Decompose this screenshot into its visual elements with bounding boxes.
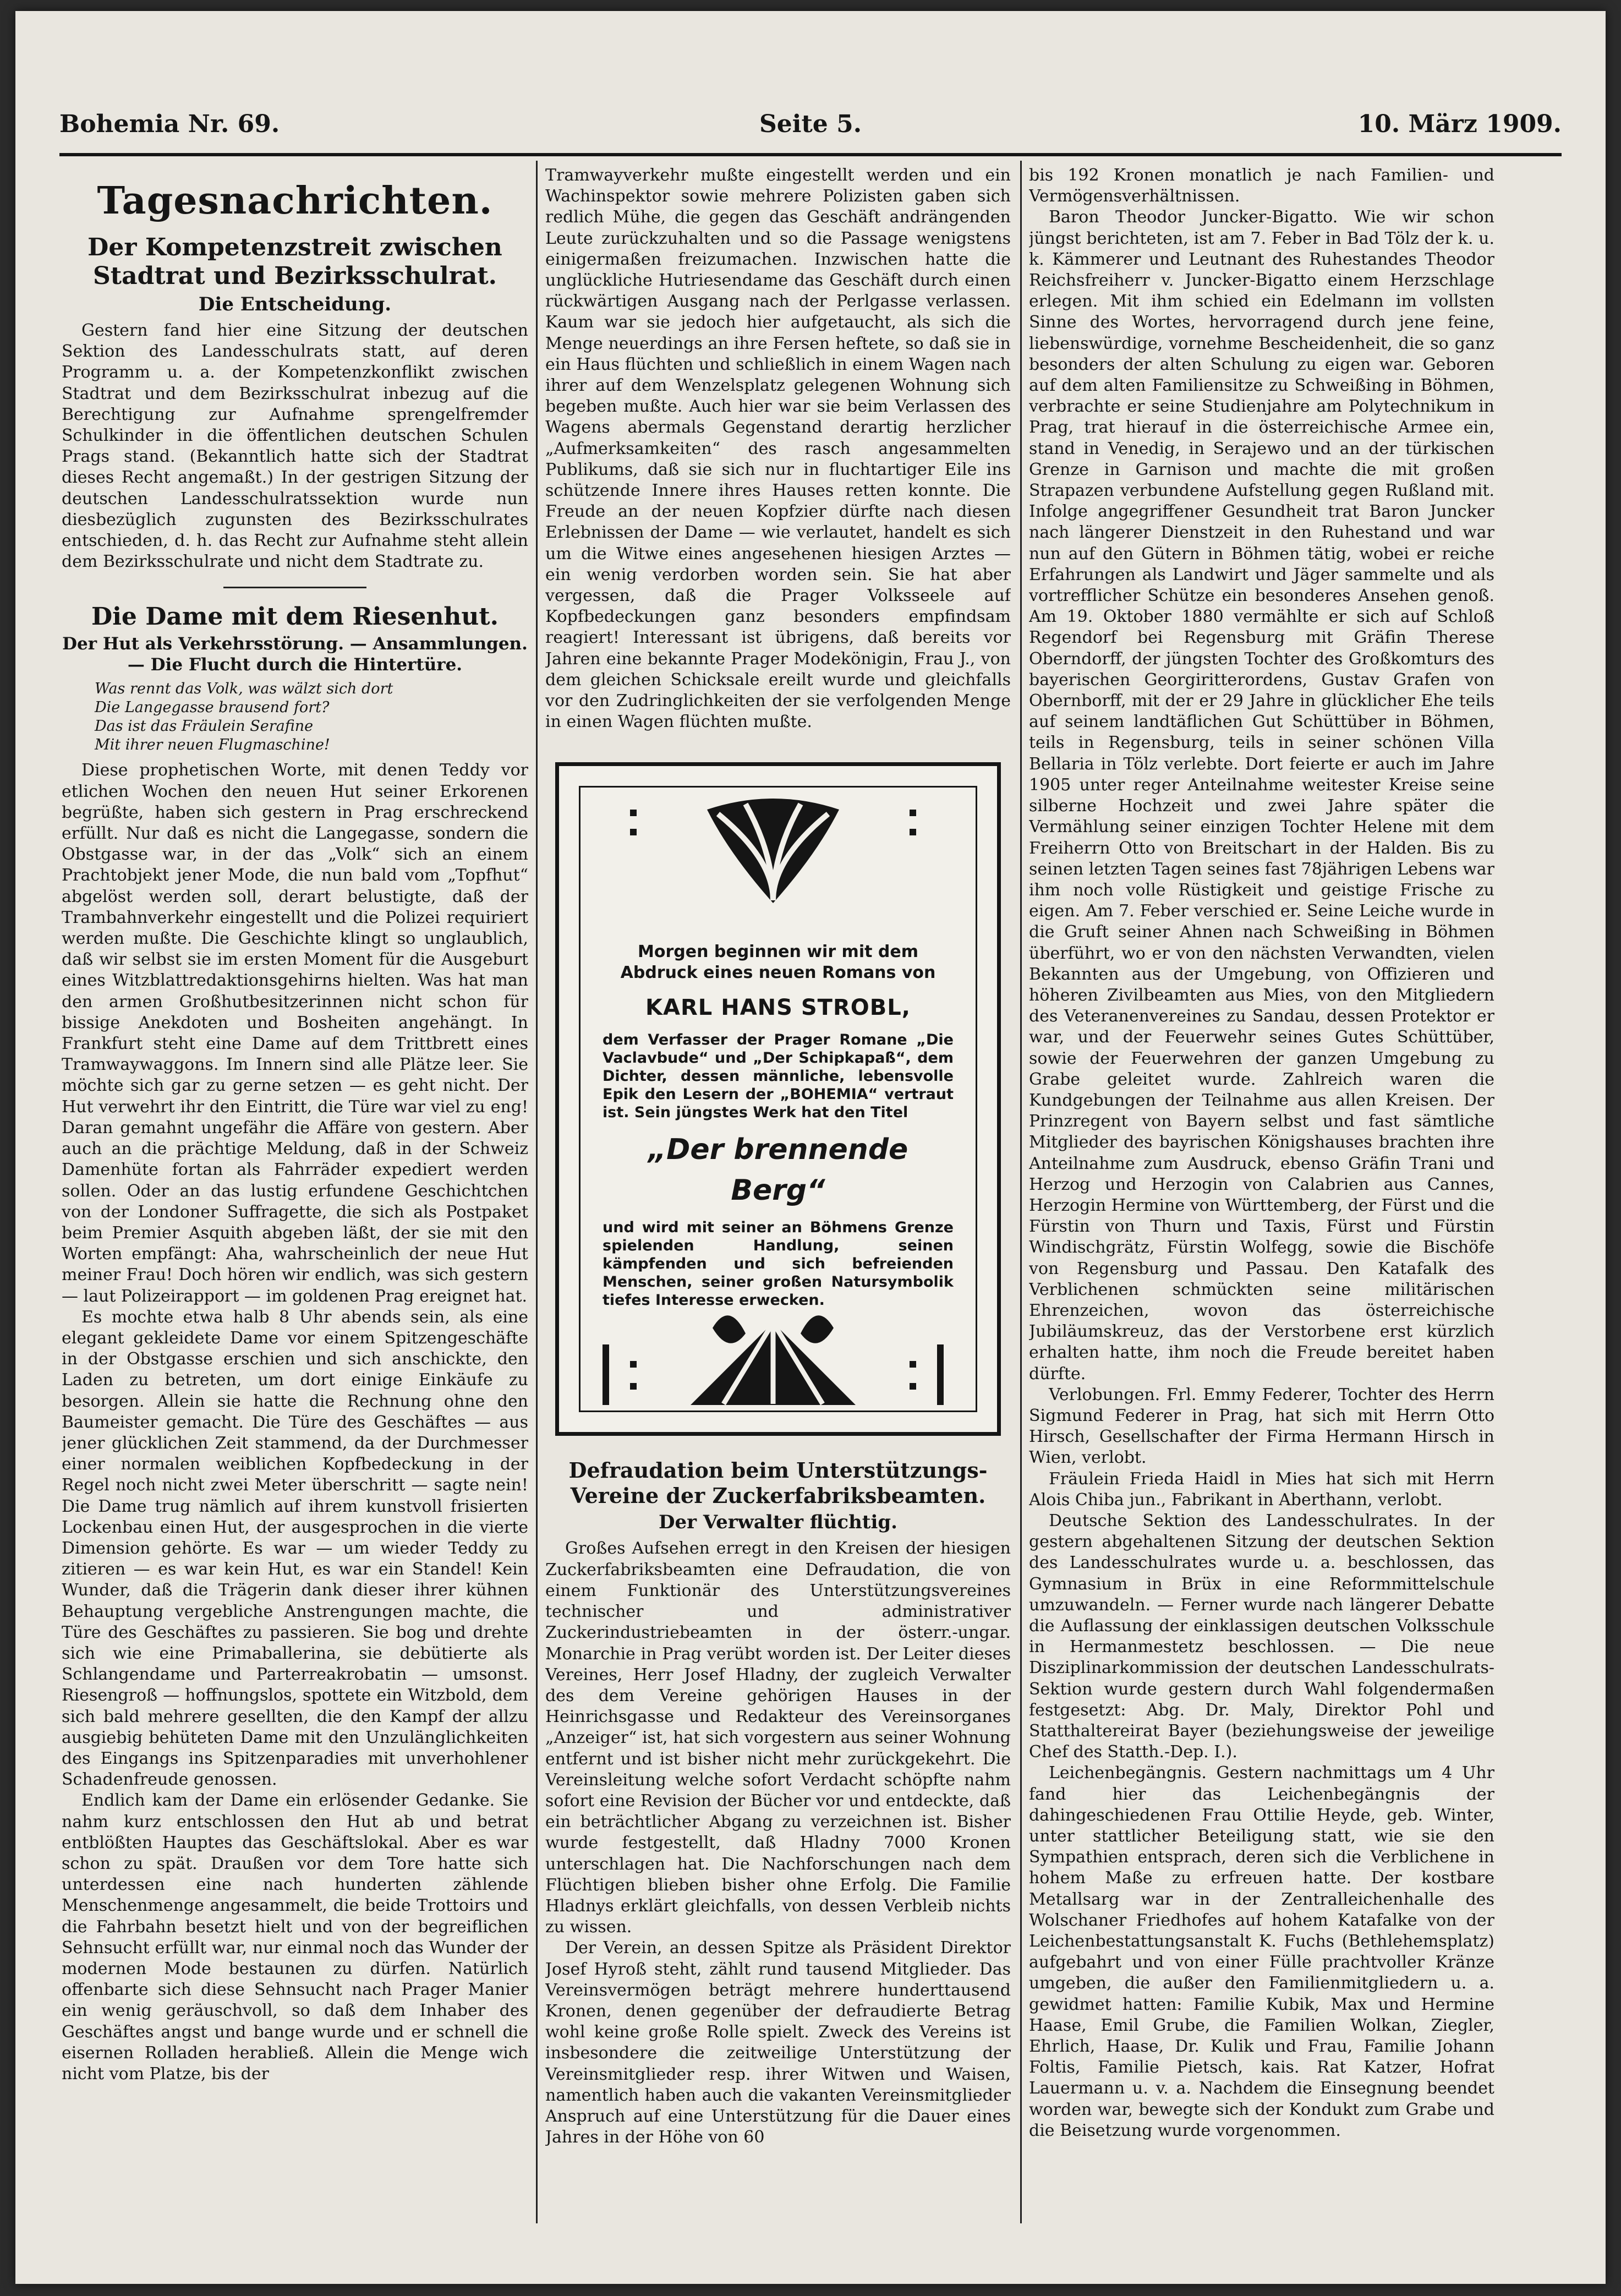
paper-issue: Bohemia Nr. 69. bbox=[59, 110, 280, 138]
poem-line: Mit ihrer neuen Flugmaschine! bbox=[95, 736, 330, 754]
header-rule bbox=[59, 153, 1562, 156]
poem-quote bbox=[95, 680, 528, 755]
article-headline: Defraudation beim Unterstützungs-Vereine der Zuckerfabriksbeamten. bbox=[568, 1458, 988, 1508]
article-paragraph: Der Verein, an dessen Spitze als Präsident Direktor Josef Hyroß steht, zählt rund tausend Mitglieder. Das Vereinsvermögen beträgt mehrere hunderttausend Kronen, denen gegenüber der defraudierte Betrag wohl keine große Rolle spielt. Zweck des Vereins ist insbesondere die zeitweilige Unterstützung der Vereinsmitglieder resp. ihrer Witwen und Waisen, namentlich haben auch die vakanten Vereinsmitglieder Anspruch auf eine Unterstützung für die Dauer eines Jahres in der Höhe von 60 bbox=[545, 1938, 1011, 2147]
article-paragraph: bis 192 Kronen monatlich je nach Familien- und Vermögensverhältnissen. bbox=[1029, 166, 1494, 206]
page-number: Seite 5. bbox=[759, 110, 862, 138]
article-subheadline: Der Verwalter flüchtig. bbox=[658, 1511, 898, 1534]
article-paragraph: Gestern fand hier eine Sitzung der deutschen Sektion des Landesschulrats statt, auf deren Programm u. a. der Kompetenzkonflikt zwischen Stadtrat und dem Bezirksschulrat inbezug auf die Berechtigung zur Aufnahme sprengelfremder Schulkinder in die öffentlichen deutschen Schulen Prags stand. (Bekanntlich hatte sich der Stadtrat dieses Recht angemaßt.) In der gestrigen Sitzung der deutschen Landesschulratssektion wurde nun diesbezüglich zugunsten des Bezirksschulrates entschieden, d. h. das Recht zur Aufnahme steht allein dem Bezirksschulrate und nicht dem Stadtrate zu. bbox=[62, 321, 528, 572]
ad-frame bbox=[579, 786, 977, 1412]
article-paragraph: Tramwayverkehr mußte eingestellt werden und ein Wachinspektor sowie mehrere Polizisten gaben sich redlich Mühe, die gegen das Geschäft andrängenden Leute zurückzuhalten und so die Passage wenigstens einigermaßen freizumachen. Inzwischen hatte die unglückliche Hutriesendame das Geschäft durch einen rückwärtigen Ausgang nach der Perlgasse verlassen. Kaum war sie jedoch hier aufgetaucht, als sich die Menge neuerdings an ihre Fersen heftete, so daß sie in ein Haus flüchten und schließlich in einem Wagen nach ihrer auf dem Wenzelsplatz gelegenen Wohnung sich begeben mußte. Auch hier war sie beim Verlassen des Wagens abermals Gegenstand derartig herzlicher „Aufmerksamkeiten“ des rasch angesammelten Publikums, daß sie sich nur in fluchtartiger Eile ins schützende Innere ihres Hauses retten konnte. Die Freude an der neuen Kopfzier dürfte nach diesen Erlebnissen der Dame — wie verlautet, handelt es sich um die Witwe eines angesehenen hiesigen Arztes — ein wenig verdorben worden sein. Sie hat aber vergessen, daß die Prager Volksseele auf Kopfbedeckungen ganz besonders empfindsam reagiert! Interessant ist übrigens, daß bereits vor Jahren eine bekannte Prager Modekönigin, Frau J., von dem gleichen Schicksale ereilt wurde und gleichfalls vor den Zudringlichkeiten der sie verfolgenden Menge in einen Wagen flüchten mußte. bbox=[545, 166, 1011, 732]
article-paragraph: Es mochte etwa halb 8 Uhr abends sein, als eine elegant gekleidete Dame vor einem Spitzengeschäfte in der Obstgasse erschien und sich anschickte, den Laden zu betreten, um dort einige Einkäufe zu besorgen. Allein sie hatte die Rechnung ohne den Baumeister gemacht. Die Türe des Geschäftes — aus jener glücklichen Zeit stammend, da der Durchmesser einer normalen weiblichen Kopfbedeckung in der Regel noch nicht zwei Meter überschritt — sagte nein! Die Dame trug nämlich auf ihrem kunstvoll frisierten Lockenbau einen Hut, der ausgesprochen in die vierte Dimension gehörte. Es war — um wieder Teddy zu zitieren — es war kein Hut, es war ein Standel! Kein Wunder, daß die Trägerin dank dieser ihrer kühnen Behauptung vergebliche Anstrengungen machte, die Türe des Geschäftes zu passieren. Sie bog und drehte sich wie eine Primaballerina, sie debütierte als Schlangendame und Parterreakrobatin — umsonst. Riesengroß — hoffnungslos, spottete ein Witzbold, dem sich bald mehrere gesellten, die den Kampf der allzu ausgiebig behüteten Dame mit den Unzulänglichkeiten des Eingangs ins Spitzenparadies mit unverhohlener Schadenfreude genossen. bbox=[62, 1307, 528, 1790]
ad-lead: Morgen beginnen wir mit dem Abdruck eines neuen Romans von bbox=[620, 942, 936, 983]
article-paragraph: Deutsche Sektion des Landesschulrates. In der gestern abgehaltenen Sitzung der deutschen Sektion des Landesschulrates wurde u. a. beschlossen, das Gymnasium in Brüx in eine Reformmittelschule umzuwandeln. — Ferner wurde nach längerer Debatte die Auflassung der einklassigen deutschen Volksschule in Hermanmestetz beschlossen. — Die neue Disziplinarkommission der deutschen Landesschulrats-Sektion wurde gestern durch Wahl folgendermaßen festgesetzt: Abg. Dr. Maly, Direktor Pohl und Statthaltereirat Bayer (beziehungsweise der jeweilige Chef des Statth.-Dep. I.). bbox=[1029, 1511, 1494, 1762]
fan-ornament-bottom-icon bbox=[581, 1278, 966, 1411]
poem-line: Das ist das Fräulein Serafine bbox=[95, 718, 314, 735]
article-paragraph: Leichenbegängnis. Gestern nachmittags um 4 Uhr fand hier das Leichenbegängnis der dahingeschiedenen Frau Ottilie Heyde, geb. Winter, unter stattlicher Beteiligung statt, wie sie den Sympathien entsprach, deren sich die Verblichene in hohem Maße zu erfreuen hatte. Der kostbare Metallsarg war in der Zentralleichenhalle des Wolschaner Friedhofes auf hohem Katafalke von der Leichenbestattungsanstalt K. Fuchs (Bethlehemsplatz) aufgebahrt und von einer Fülle prachtvoller Kränze umgeben, die außer den Familienmitgliedern u. a. gewidmet hatten: Familie Kubik, Max und Hermine Haase, Emil Grube, die Familien Wolkan, Ziegler, Ehrlich, Haase, Dr. Kulik und Frau, Familie Johann Foltis, Familie Pietsch, kais. Rat Katzer, Hofrat Lauermann u. v. a. Nachdem die Einsegnung beendet worden war, bewegte sich der Kondukt zum Grabe und die Beisetzung wurde vorgenommen. bbox=[1029, 1763, 1494, 2140]
issue-date: 10. März 1909. bbox=[1357, 110, 1562, 138]
article-headline: Die Dame mit dem Riesenhut. bbox=[91, 603, 499, 631]
section-title: Tagesnachrichten. bbox=[97, 179, 493, 223]
novel-advertisement bbox=[555, 762, 1001, 1436]
article-paragraph: Großes Aufsehen erregt in den Kreisen der hiesigen Zuckerfabriksbeamten eine Defraudation, die von einem Funktionär des Unterstützungsvereines technischer und administrativer Zuckerindustriebeamten in der österr.-ungar. Monarchie in Prag verübt worden ist. Der Leiter dieses Vereines, Herr Josef Hladny, der zugleich Verwalter des dem Vereine gehörigen Hauses in der Heinrichsgasse und Redakteur des Vereinsorganes „Anzeiger“ ist, hat sich vorgestern aus seiner Wohnung entfernt und ist bisher nicht mehr zurückgekehrt. Die Vereinsleitung welche sofort Verdacht schöpfte nahm sofort eine Revision der Bücher vor und entdeckte, daß ein beträchtlicher Abgang zu verzeichnen ist. Bisher wurde festgestellt, daß Hladny 7000 Kronen unterschlagen hat. Die Nachforschungen nach dem Flüchtigen blieben bisher ohne Erfolg. Die Familie Hladnys erklärt gleichfalls, von dessen Verbleib nichts zu wissen. bbox=[545, 1539, 1011, 1937]
article-subheadline: Der Hut als Verkehrsstörung. — Ansammlungen. — Die Flucht durch die Hintertüre. bbox=[62, 634, 528, 675]
article-separator bbox=[223, 587, 366, 588]
fan-ornament-top-icon bbox=[581, 788, 966, 909]
poem-line: Die Langegasse brausend fort? bbox=[95, 699, 330, 717]
article-subheadline: Die Entscheidung. bbox=[198, 293, 392, 315]
article-paragraph: Verlobungen. Frl. Emmy Federer, Tochter des Herrn Sigmund Federer in Prag, hat sich mit Herrn Otto Hirsch, Gesellschafter der Firma Hermann Hirsch in Wien, verlobt. bbox=[1029, 1385, 1494, 1468]
article-paragraph: Endlich kam der Dame ein erlösender Gedanke. Sie nahm kurz entschlossen den Hut ab und betrat entblößten Hauptes das Geschäftslokal. Aber es war schon zu spät. Draußen vor dem Tore hatte sich unterdessen eine nach hunderten zählende Menschenmenge angesammelt, die beide Trottoirs und die Fahrbahn besetzt hielt und von der begreiflichen Sehnsucht erfüllt war, nur einmal noch das Wunder der modernen Mode bestaunen zu dürfen. Natürlich offenbarte sich diese Sehnsucht nach Prager Manier ein wenig geräuschvoll, so daß dem Inhaber des Geschäftes angst und bange wurde und er schnell die eisernen Rolladen herabließ. Allein die Menge wich nicht vom Platze, bis der bbox=[62, 1791, 528, 2084]
article-headline: Der Kompetenzstreit zwischen Stadtrat und Bezirksschulrat. bbox=[87, 233, 502, 290]
column-divider bbox=[536, 161, 538, 2223]
ad-text bbox=[603, 942, 954, 1309]
ad-bio: dem Verfasser der Prager Romane „Die Vaclavbude“ und „Der Schipkapaß“, dem Dichter, dessen männliche, lebensvolle Epik den Lesern der „BOHEMIA“ vertraut ist. Sein jüngstes Werk hat den Titel bbox=[603, 1031, 954, 1122]
column-1 bbox=[62, 165, 528, 2218]
newspaper-page bbox=[15, 11, 1606, 2284]
ad-tail: und wird mit seiner an Böhmens Grenze spielenden Handlung, seinen kämpfenden und sich befreienden Menschen, seiner großen Natursymbolik tiefes Interesse erwecken. bbox=[603, 1219, 954, 1309]
ad-novel-title: „Der brennende Berg“ bbox=[648, 1133, 908, 1207]
column-2 bbox=[545, 165, 1011, 2218]
poem-line: Was rennt das Volk, was wälzt sich dort bbox=[95, 680, 393, 698]
article-paragraph: Diese prophetischen Worte, mit denen Teddy vor etlichen Wochen den neuen Hut seiner Erkorenen begrüßte, haben sich gestern in Prag erschreckend erfüllt. Nur daß es nicht die Langegasse, sondern die Obstgasse war, in der das „Volk“ sich an einem Prachtobjekt jener Mode, die nun bald vom „Topfhut“ abgelöst werden soll, derart belustigte, daß der Trambahnverkehr eingestellt und die Polizei requiriert werden mußte. Die Geschichte klingt so unglaublich, daß wir selbst sie im ersten Moment für die Ausgeburt eines Witzblattredaktionsgehirns hielten. Was hat man den armen Großhutbesitzerinnen nicht schon für bissige Anekdoten und Bosheiten angehängt. In Frankfurt steht eine Dame auf dem Trittbrett eines Tramwaywaggons. Im Innern sind alle Plätze leer. Sie möchte sich gar zu gerne setzen — es geht nicht. Der Hut verwehrt ihr den Eintritt, die Türe war viel zu eng! Daran gemahnt ungefähr die Affäre von gestern. Aber auch an die prächtige Meldung, daß in der Schweiz Damenhüte fortan als Fahrräder expediert werden sollen. Oder an das lustig erfundene Geschichtchen von der Londoner Suffragette, die sich als Postpaket beim Premier Asquith abgeben läßt, der sie mit den Worten empfängt: Aha, wahrscheinlich der neue Hut meiner Frau! Doch hören wir endlich, was sich gestern — laut Polizeirapport — im goldenen Prag ereignet hat. bbox=[62, 761, 528, 1306]
article-paragraph: Fräulein Frieda Haidl in Mies hat sich mit Herrn Alois Chiba jun., Fabrikant in Aberthann, verlobt. bbox=[1029, 1469, 1494, 1510]
column-3 bbox=[1029, 165, 1494, 2218]
masthead bbox=[59, 110, 1562, 149]
article-paragraph: Baron Theodor Juncker-Bigatto. Wie wir schon jüngst berichteten, ist am 7. Feber in Bad Tölz der k. u. k. Kämmerer und Leutnant des Ruhestandes Theodor Reichsfreiherr v. Juncker-Bigatto einem Herzschlage erlegen. Mit ihm schied ein Edelmann im vollsten Sinne des Wortes, hervorragend durch jene feine, liebenswürdige, vornehme Bescheidenheit, die so ganz besonders der alten Schulung zu eigen war. Geboren auf dem alten Familiensitze zu Schweißing in Böhmen, verbrachte er seine Studienjahre am Polytechnikum in Prag, trat hierauf in die österreichische Armee ein, stand in Venedig, in Serajewo und an der türkischen Grenze in Garnison und machte die mit großen Strapazen verbundene Aufstellung gegen Rußland mit. Infolge angegriffener Gesundheit trat Baron Juncker nach längerer Dienstzeit in den Ruhestand und war nun auf den Gütern in Böhmen tätig, wobei er reiche Erfahrungen als Landwirt und Jäger sammelte und als vortrefflicher Schütze ein besonderes Ansehen genoß. Am 19. Oktober 1880 vermählte er sich auf Schloß Regendorf bei Regensburg mit Gräfin Therese Oberndorff, der jüngsten Tochter des Großkomturs des bayerischen Georgiritterordens, Gustav Grafen von Obernborff, mit der er 29 Jahre in glücklicher Ehe teils auf seinem landtäflichen Gut Schüttüber in Böhmen, teils in Regensburg, teils in seiner schönen Villa Bellaria in Tölz verlebte. Dort feierte er auch im Jahre 1905 unter reger Anteilnahme weitester Kreise seine silberne Hochzeit und zwei Jahre später die Vermählung seiner einzigen Tochter Helene mit dem Freiherrn Otto von Breitschart in der Halden. Bis zu seinen letzten Tagen seines fast 78jährigen Lebens war ihm noch volle Rüstigkeit und geistige Frische zu eigen. Am 7. Feber verschied er. Seine Leiche wurde in die Gruft seiner Ahnen nach Schweißing in Böhmen überführt, wo er von den nächsten Verwandten, vielen Bekannten aus der Umgebung, von Offizieren und höheren Zivilbeamten aus Mies, von den Mitgliedern des Veteranenvereines zu Sandau, dessen Protektor er war, und der Feuerwehr seines Gutes Schüttüber, sowie der Feuerwehren der ganzen Umgebung zu Grabe geleitet wurde. Zahlreich waren die Kundgebungen der Teilnahme aus allen Kreisen. Der Prinzregent von Bayern selbst und fast sämtliche Mitglieder des bayrischen Königshauses brachten ihre Anteilnahme zum Ausdruck, ebenso Gräfin Trani und Herzog und Herzogin von Calabrien aus Cannes, Herzogin Hermine von Württemberg, der Fürst und die Fürstin von Thurn und Taxis, Fürst und Fürstin Windischgrätz, Fürstin Wolfegg, sowie die Bischöfe von Regensburg und Passau. Den Katafalk des Verblichenen schmückten seine militärischen Ehrenzeichen, wovon das österreichische Jubiläumskreuz, das der Verstorbene erst kürzlich erhalten hatte, ihm noch die Freude bereitet haben dürfte. bbox=[1029, 207, 1494, 1384]
ad-author: KARL HANS STROBL, bbox=[645, 995, 911, 1021]
column-divider bbox=[1020, 161, 1022, 2223]
